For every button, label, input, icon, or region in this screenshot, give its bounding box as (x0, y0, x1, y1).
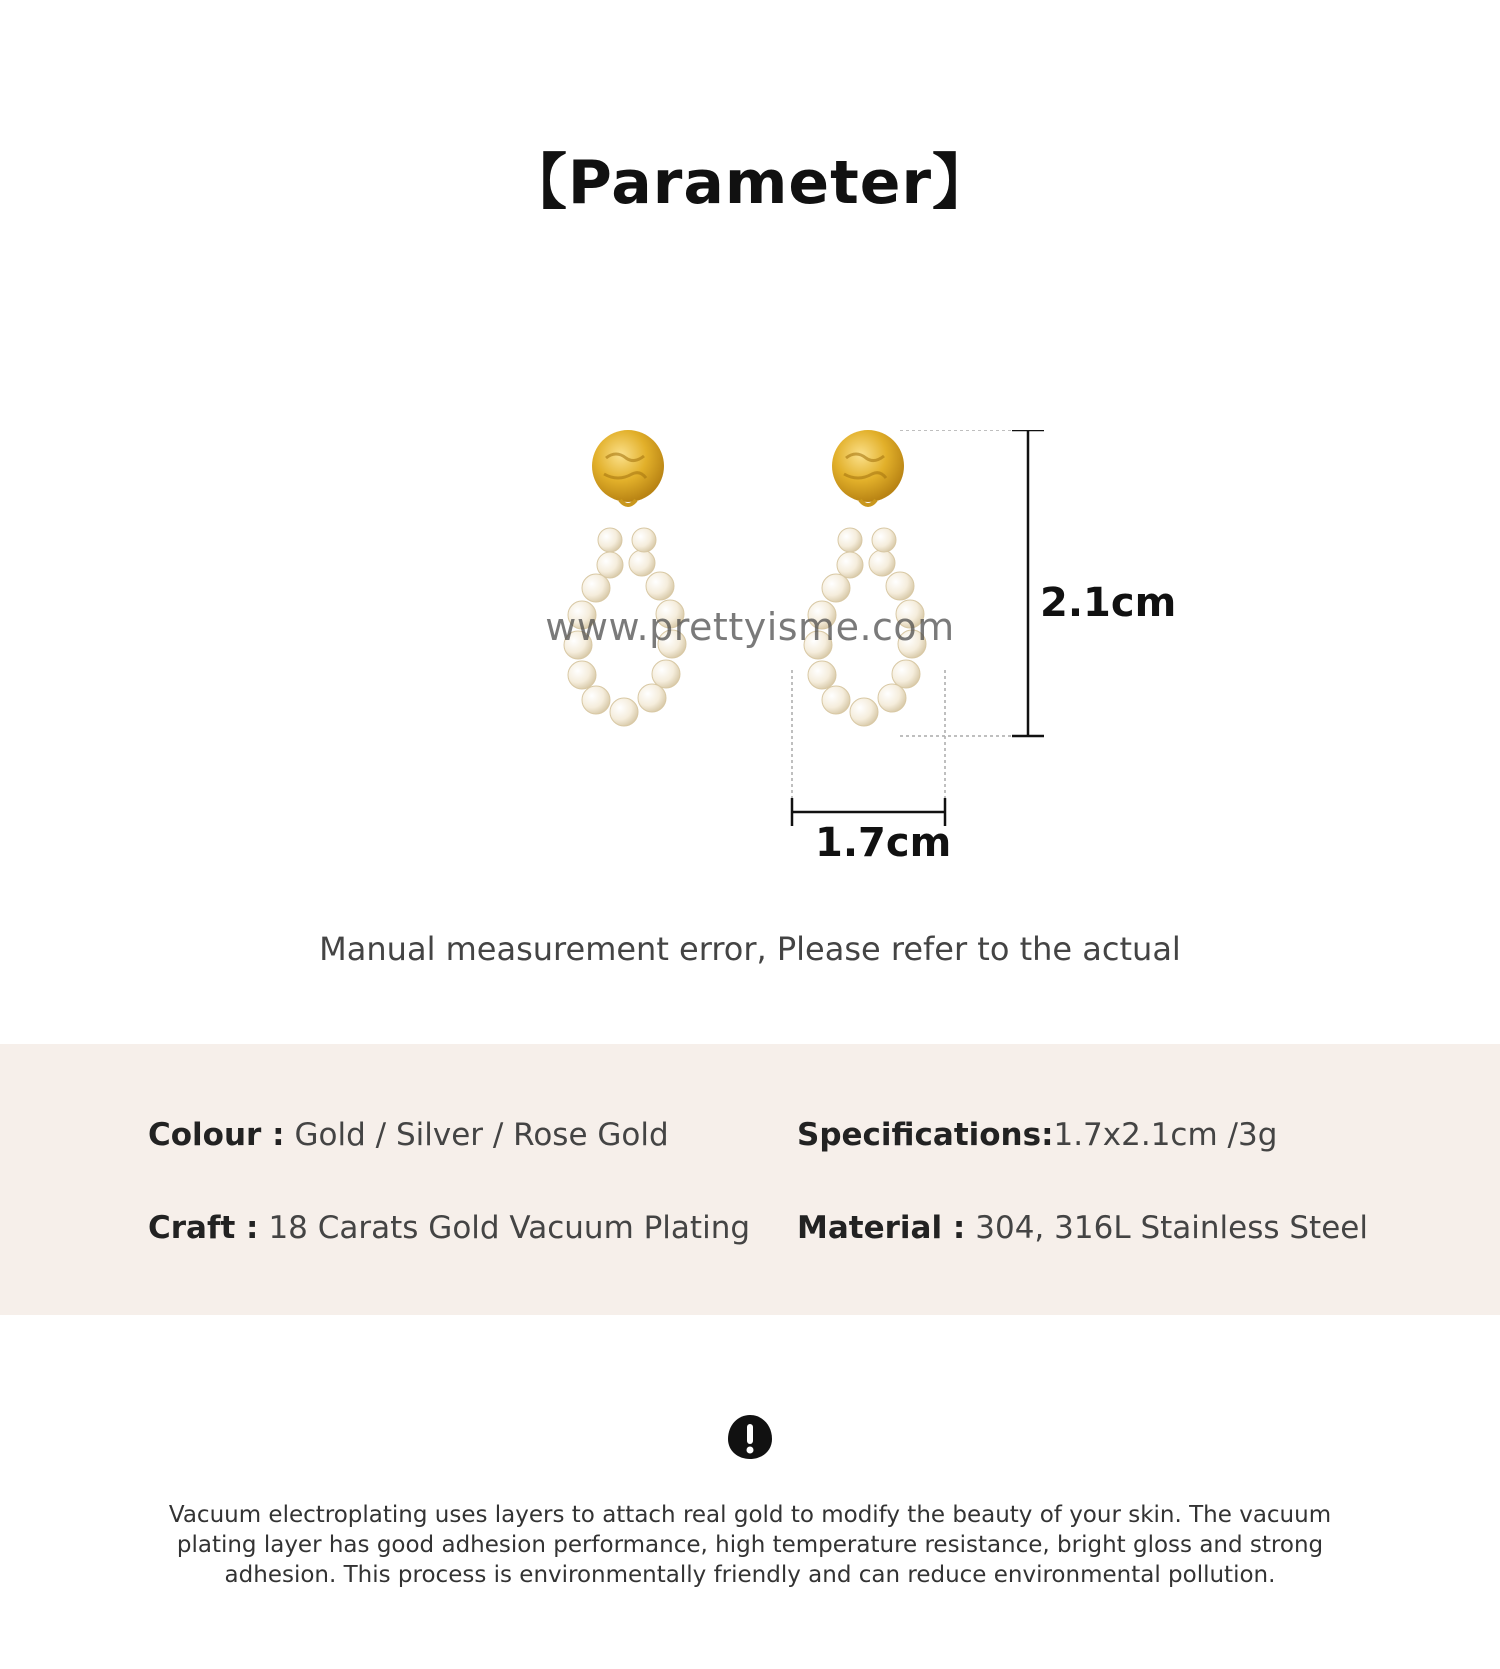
height-dimension-line (900, 430, 1044, 736)
spec-material (797, 1210, 1368, 1246)
exclamation-icon (726, 1413, 774, 1461)
spec-colour-label: Colour : (148, 1117, 285, 1153)
spec-craft-label: Craft : (148, 1210, 259, 1246)
earring-right (804, 430, 926, 726)
spec-specifications-value: 1.7x2.1cm /3g (1053, 1117, 1278, 1153)
spec-craft (148, 1210, 750, 1246)
spec-specifications-label: Specifications: (797, 1117, 1054, 1153)
measurement-note: Manual measurement error, Please refer to the actual (319, 930, 1181, 968)
spec-material-value: 304, 316L Stainless Steel (975, 1210, 1368, 1246)
spec-panel (0, 1044, 1500, 1315)
spec-colour (148, 1117, 669, 1153)
spec-colour-value: Gold / Silver / Rose Gold (294, 1117, 669, 1153)
watermark: www.prettyisme.com (545, 605, 955, 649)
footer-description: Vacuum electroplating uses layers to attach real gold to modify the beauty of your skin. The vacuum plating layer has good adhesion performance, high temperature resistance, bright gloss and strong adhesion. This process is environmentally friendly and can reduce environmental pollution. (168, 1502, 1332, 1588)
width-dimension-line (792, 670, 945, 826)
earring-left (564, 430, 686, 726)
height-label: 2.1cm (1040, 580, 1177, 626)
page-title: 【Parameter】 (506, 148, 994, 218)
spec-specifications (797, 1117, 1277, 1153)
spec-craft-value: 18 Carats Gold Vacuum Plating (268, 1210, 751, 1246)
spec-material-label: Material : (797, 1210, 966, 1246)
width-label: 1.7cm (815, 820, 952, 866)
